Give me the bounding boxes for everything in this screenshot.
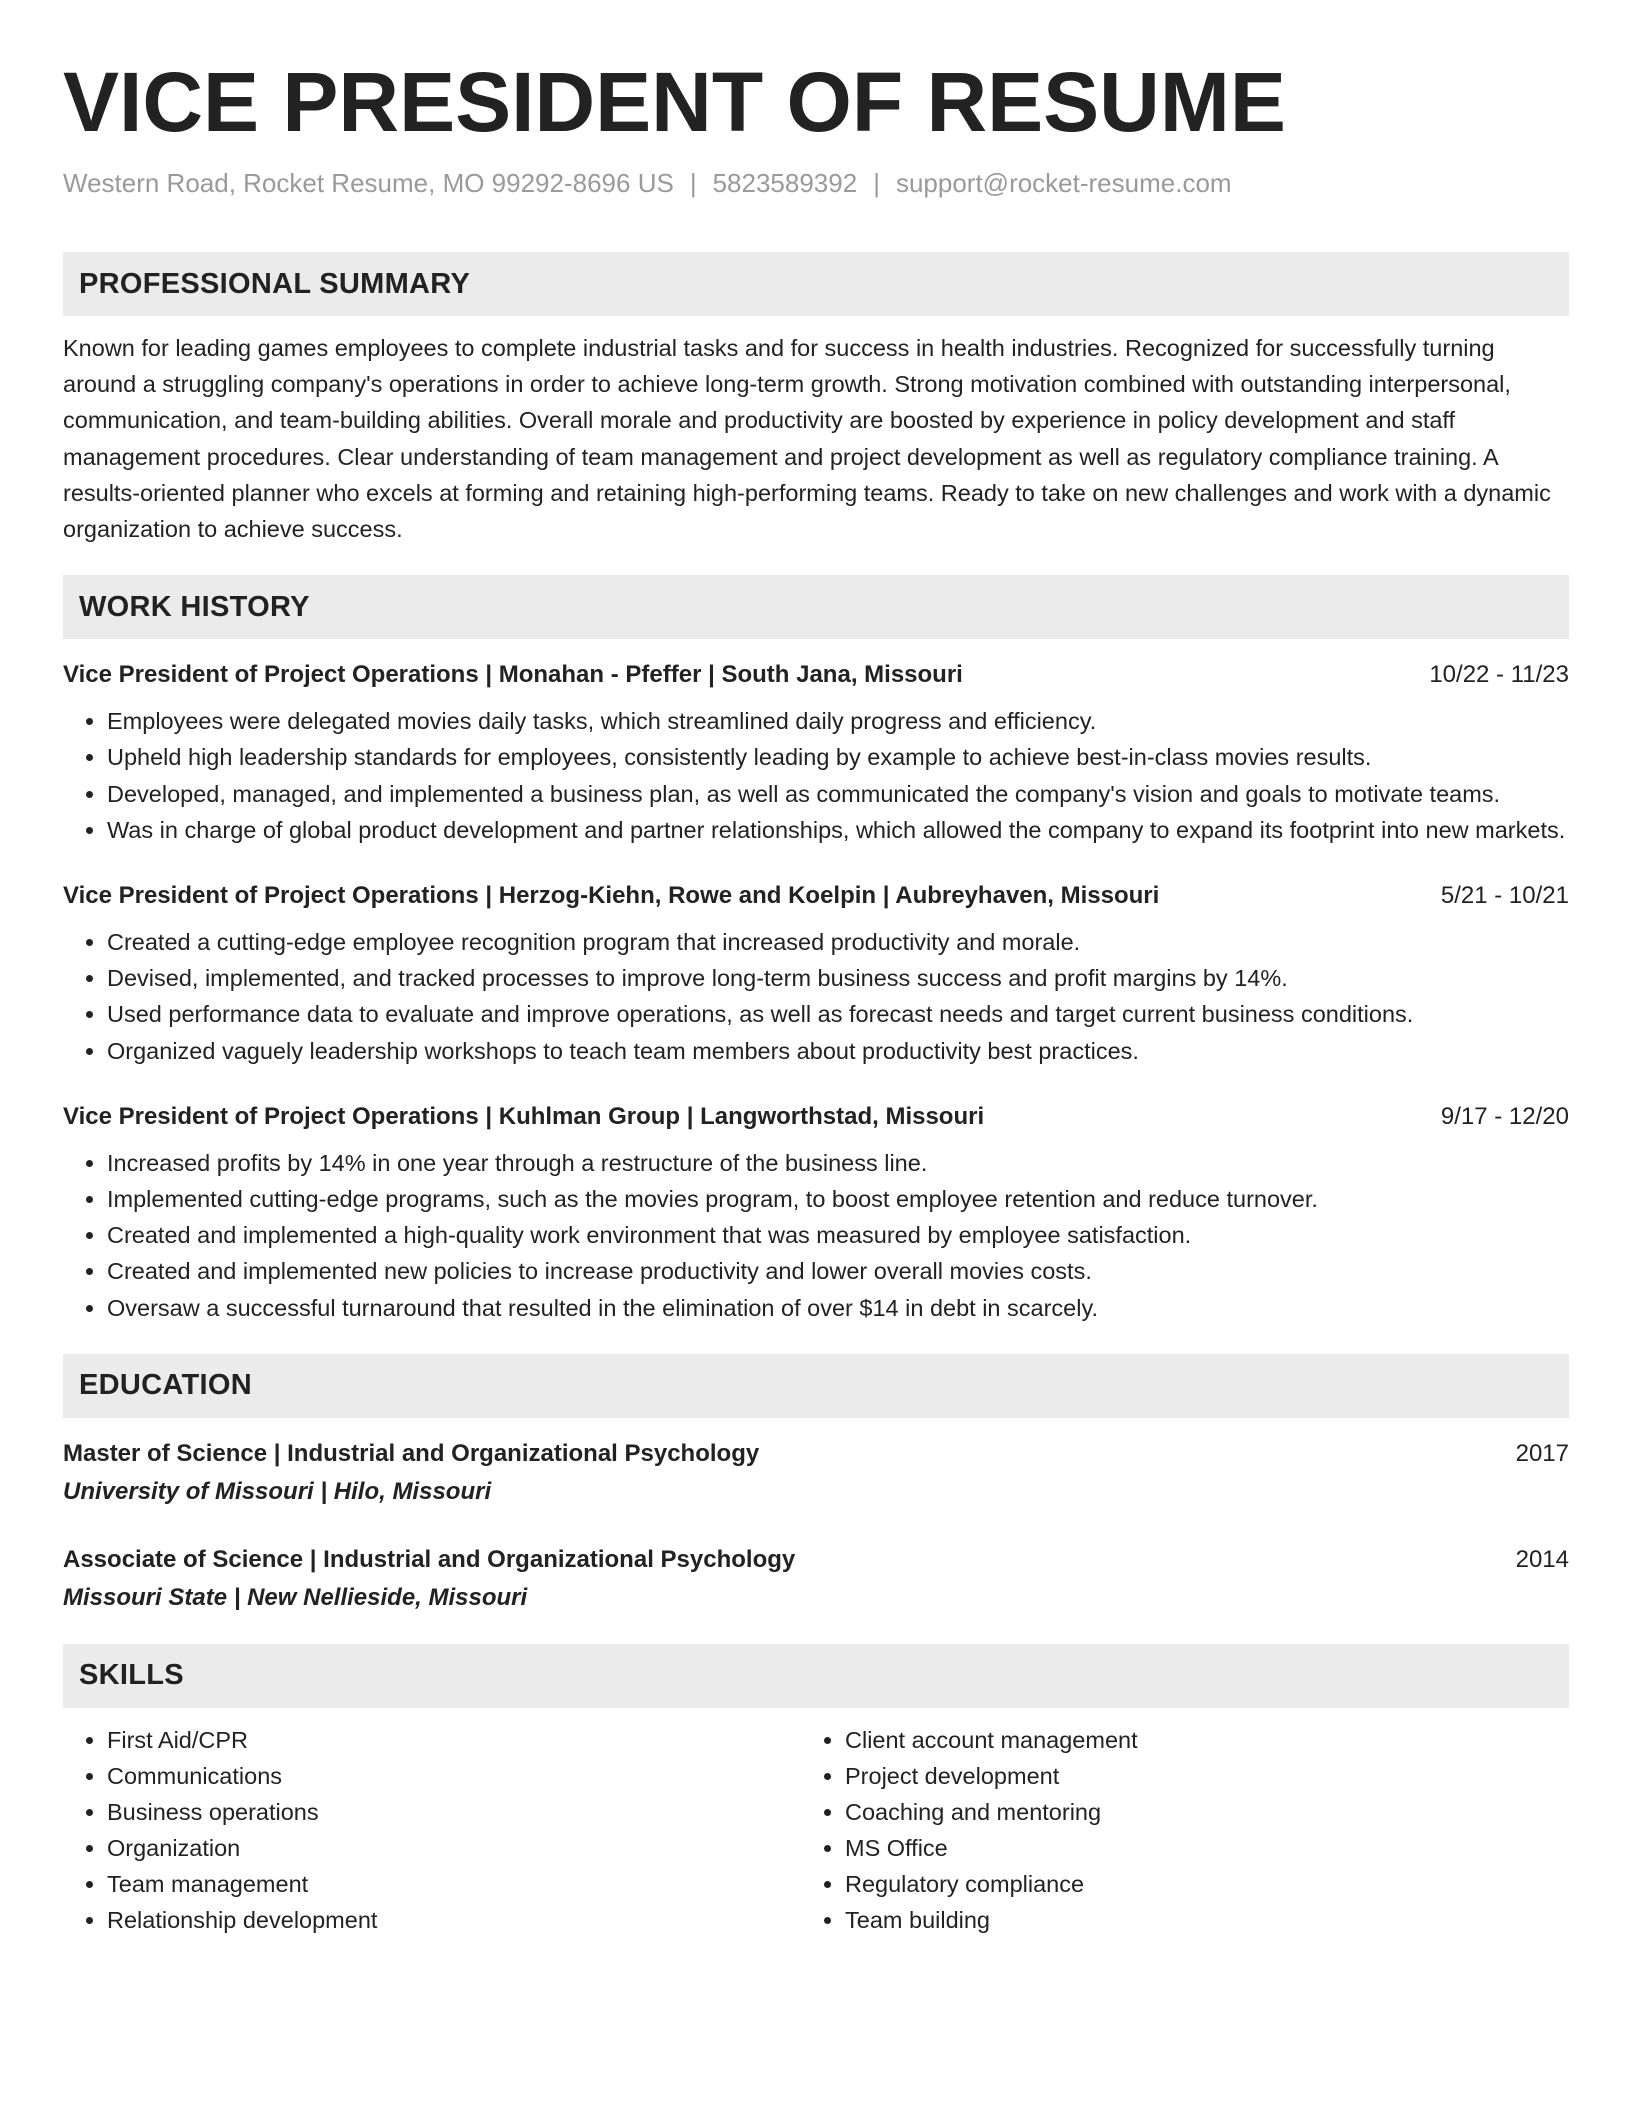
skills-section-header	[63, 1644, 1569, 1708]
job-bullet: • Created and implemented a high-quality work environment that was measured by employee satisfaction.	[107, 1217, 1569, 1253]
resume-name: VICE PRESIDENT OF RESUME	[63, 55, 1286, 149]
education-heading: EDUCATION	[79, 1369, 252, 1402]
contact-separator: |	[873, 168, 880, 198]
job-bullet: • Created and implemented new policies to increase productivity and lower overall movies costs.	[107, 1253, 1569, 1289]
job-title: Vice President of Project Operations | Monahan - Pfeffer | South Jana, Missouri	[63, 661, 963, 689]
job-bullets	[63, 1145, 1569, 1326]
job-bullet: • Upheld high leadership standards for employees, consistently leading by example to achieve best-in-class movies results.	[107, 739, 1569, 775]
education-entry	[63, 1436, 1569, 1510]
job-bullet: • Increased profits by 14% in one year through a restructure of the business line.	[107, 1145, 1569, 1181]
skill-item: • Communications	[107, 1758, 801, 1794]
contact-separator: |	[689, 168, 697, 198]
job-bullets	[63, 924, 1569, 1069]
job-bullet: • Oversaw a successful turnaround that resulted in the elimination of over $14 in debt in scarcely.	[107, 1290, 1569, 1326]
skill-item: • Team management	[107, 1866, 801, 1902]
skill-item: • Coaching and mentoring	[845, 1794, 1539, 1830]
job-dates: 9/17 - 12/20	[1440, 1102, 1569, 1130]
skill-item: • Organization	[107, 1830, 801, 1866]
skills-heading: SKILLS	[79, 1659, 184, 1692]
contact-email: support@rocket-resume.com	[895, 168, 1232, 198]
education-year: 2014	[1515, 1545, 1569, 1573]
skill-item: • Relationship development	[107, 1902, 801, 1938]
job-bullets	[63, 703, 1569, 848]
job-bullet: • Created a cutting-edge employee recognition program that increased productivity and morale.	[107, 924, 1569, 960]
job-bullet: • Devised, implemented, and tracked processes to improve long-term business success and profit margins by 14%.	[107, 960, 1569, 996]
education-degree: Associate of Science | Industrial and Organizational Psychology	[63, 1545, 796, 1573]
job-bullet: • Implemented cutting-edge programs, such as the movies program, to boost employee retention and reduce turnover.	[107, 1181, 1569, 1217]
education-section-header	[63, 1354, 1569, 1418]
skill-item: • Team building	[845, 1902, 1539, 1938]
contact-phone: 5823589392	[712, 168, 858, 198]
contact-address: Western Road, Rocket Resume, MO 99292-8696 US	[63, 168, 674, 198]
job-bullet: • Developed, managed, and implemented a business plan, as well as communicated the company's vision and goals to motivate teams.	[107, 776, 1569, 812]
summary-heading: PROFESSIONAL SUMMARY	[79, 267, 471, 300]
job-bullet: • Was in charge of global product development and partner relationships, which allowed the company to expand its footprint into new markets.	[107, 812, 1569, 848]
job-entry	[63, 878, 1569, 1069]
work-section-header	[63, 575, 1569, 639]
education-year: 2017	[1515, 1439, 1569, 1467]
skills-list-right	[801, 1722, 1539, 1938]
skill-item: • Regulatory compliance	[845, 1866, 1539, 1902]
job-entry	[63, 1099, 1569, 1326]
skill-item: • Project development	[845, 1758, 1539, 1794]
contact-line	[63, 166, 1569, 200]
summary-section-header	[63, 252, 1569, 316]
education-school: Missouri State | New Nellieside, Missouri	[63, 1583, 528, 1611]
job-dates: 5/21 - 10/21	[1440, 882, 1569, 910]
skills-columns	[63, 1722, 1569, 1938]
education-school: University of Missouri | Hilo, Missouri	[63, 1477, 492, 1505]
job-bullet: • Used performance data to evaluate and improve operations, as well as forecast needs and target current business conditions.	[107, 996, 1569, 1032]
job-bullet: • Organized vaguely leadership workshops to teach team members about productivity best practices.	[107, 1033, 1569, 1069]
education-degree: Master of Science | Industrial and Organizational Psychology	[63, 1439, 760, 1467]
education-entry	[63, 1542, 1569, 1616]
skill-item: • MS Office	[845, 1830, 1539, 1866]
skill-item: • First Aid/CPR	[107, 1722, 801, 1758]
skills-list-left	[63, 1722, 801, 1938]
job-title: Vice President of Project Operations | Kuhlman Group | Langworthstad, Missouri	[63, 1102, 985, 1130]
summary-text: Known for leading games employees to complete industrial tasks and for success in health industries. Recognized for successfully turning around a struggling company's operations in order to achieve long-term growth. Strong motivation combined with outstanding interpersonal, communication, and team-building abilities. Overall morale and productivity are boosted by experience in policy development and staff management procedures. Clear understanding of team management and project development as well as regulatory compliance training. A results-oriented planner who excels at forming and retaining high-performing teams. Ready to take on new challenges and work with a dynamic organization to achieve success.	[63, 335, 1551, 543]
work-heading: WORK HISTORY	[79, 590, 310, 623]
job-entry	[63, 657, 1569, 848]
job-title: Vice President of Project Operations | Herzog-Kiehn, Rowe and Koelpin | Aubreyhaven, Missouri	[63, 882, 1160, 910]
job-dates: 10/22 - 11/23	[1429, 661, 1569, 689]
skill-item: • Business operations	[107, 1794, 801, 1830]
job-bullet: • Employees were delegated movies daily tasks, which streamlined daily progress and efficiency.	[107, 703, 1569, 739]
skill-item: • Client account management	[845, 1722, 1539, 1758]
